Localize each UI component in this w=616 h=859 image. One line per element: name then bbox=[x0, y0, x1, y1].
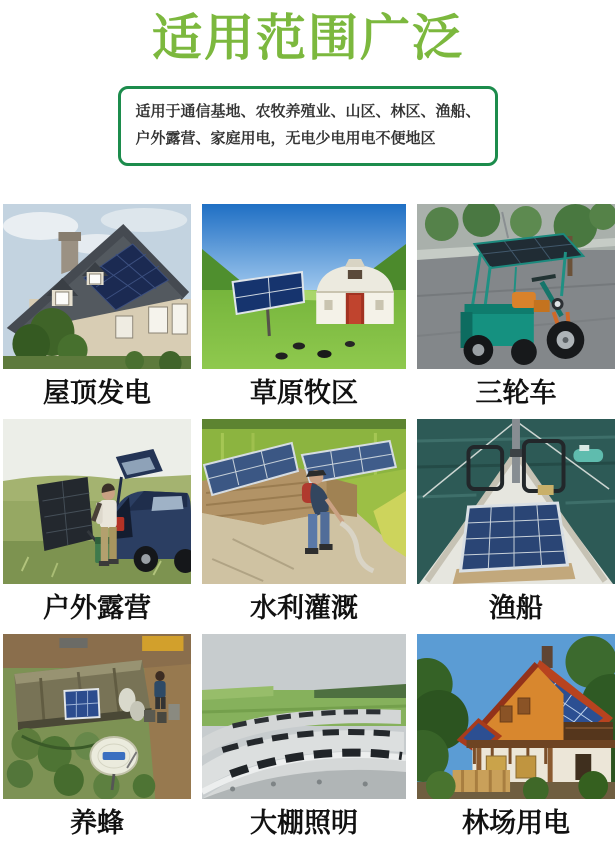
description-box bbox=[118, 86, 497, 166]
use-case-label: 大棚照明 bbox=[250, 807, 358, 838]
use-case-card-irrigation bbox=[202, 419, 406, 634]
use-case-card-grassland bbox=[202, 204, 406, 419]
solar-irrigation-photo bbox=[202, 419, 406, 584]
use-case-card-tricycle bbox=[417, 204, 615, 419]
solar-tricycle-photo bbox=[417, 204, 615, 369]
greenhouse-scene bbox=[202, 634, 406, 799]
use-case-label: 水利灌溉 bbox=[250, 592, 358, 623]
taillight bbox=[116, 517, 124, 531]
use-case-label: 户外露营 bbox=[43, 592, 151, 623]
use-case-card-greenhouse bbox=[202, 634, 406, 849]
bucket bbox=[144, 710, 155, 722]
use-case-card-camping bbox=[3, 419, 191, 634]
use-case-label: 草原牧区 bbox=[250, 377, 358, 408]
camping-scene bbox=[3, 419, 191, 584]
beekeeping-scene bbox=[3, 634, 191, 799]
greenhouse-lighting-photo bbox=[202, 634, 406, 799]
promo-page bbox=[0, 10, 616, 859]
description-line-1: 适用于通信基地、农牧养殖业、山区、林区、渔船、 bbox=[135, 103, 481, 120]
use-case-label: 三轮车 bbox=[475, 377, 557, 408]
boat-scene bbox=[417, 419, 615, 584]
tricycle-scene bbox=[417, 204, 615, 369]
tree bbox=[425, 207, 459, 241]
person bbox=[155, 671, 164, 681]
grassland-yurt-photo bbox=[202, 204, 406, 369]
car-window bbox=[152, 496, 184, 511]
irrigation-scene bbox=[202, 419, 406, 584]
beekeeping-camp-photo bbox=[3, 634, 191, 799]
use-case-card-rooftop bbox=[3, 204, 191, 419]
outdoor-camping-photo bbox=[3, 419, 191, 584]
forest-house-photo bbox=[417, 634, 615, 799]
grassland-scene bbox=[202, 204, 406, 369]
use-case-label: 渔船 bbox=[489, 592, 543, 623]
use-case-label: 屋顶发电 bbox=[43, 377, 151, 408]
description-area bbox=[0, 86, 616, 166]
description-line-2: 户外露营、家庭用电，无电少电用电不便地区 bbox=[135, 130, 436, 147]
page-title: 适用范围广泛 bbox=[152, 10, 464, 66]
seat bbox=[512, 292, 536, 308]
use-case-card-forest bbox=[417, 634, 615, 849]
fishing-boat-photo bbox=[417, 419, 615, 584]
use-case-card-boat bbox=[417, 419, 615, 634]
rooftop-scene bbox=[3, 204, 191, 369]
forest-house-scene bbox=[417, 634, 615, 799]
use-case-grid bbox=[0, 204, 616, 849]
rooftop-solar-house-photo bbox=[3, 204, 191, 369]
livestock bbox=[293, 342, 305, 349]
use-case-label: 林场用电 bbox=[462, 807, 570, 838]
use-case-label: 养蜂 bbox=[70, 807, 124, 838]
use-case-card-beekeeping bbox=[3, 634, 191, 849]
